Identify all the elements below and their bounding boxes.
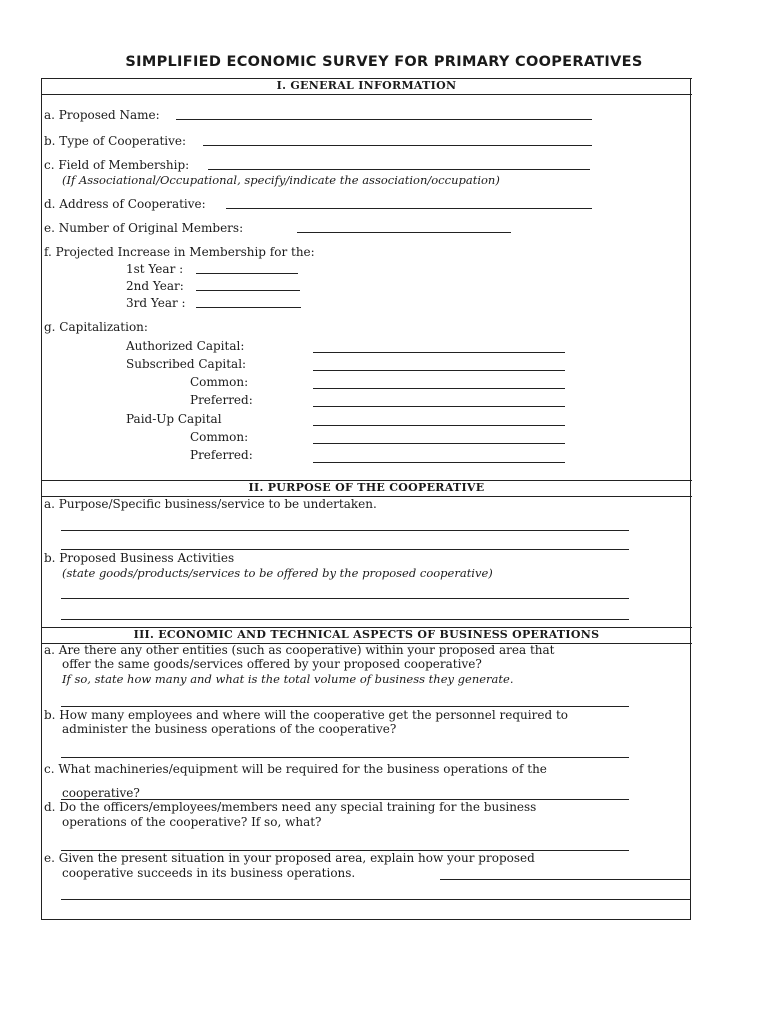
question-a-note: If so, state how many and what is the total volume of business they generate. [62, 672, 514, 686]
label-subscribed-preferred: Preferred: [190, 393, 253, 407]
question-c-line-2: cooperative? [62, 786, 140, 800]
answer-a-line[interactable] [61, 706, 629, 707]
label-address: d. Address of Cooperative: [44, 197, 206, 211]
question-b-line-2: administer the business operations of the cooperative? [62, 722, 397, 736]
question-d-line-1: d. Do the officers/employees/members need any special training for the business [44, 800, 537, 814]
section-economic-heading: III. ECONOMIC AND TECHNICAL ASPECTS OF BUSINESS OPERATIONS [41, 627, 692, 644]
question-c-line-1: c. What machineries/equipment will be required for the business operations of the [44, 762, 547, 776]
field-subscribed-common[interactable] [313, 388, 565, 389]
label-projected-increase: f. Projected Increase in Membership for the: [44, 245, 315, 259]
field-1st-year[interactable] [196, 273, 298, 274]
label-type-of-cooperative: b. Type of Cooperative: [44, 134, 187, 148]
label-1st-year: 1st Year : [126, 262, 184, 276]
section-purpose-heading: II. PURPOSE OF THE COOPERATIVE [41, 480, 692, 497]
label-purpose: a. Purpose/Specific business/service to be undertaken. [44, 497, 377, 511]
label-field-of-membership: c. Field of Membership: [44, 158, 190, 172]
label-capitalization: g. Capitalization: [44, 320, 148, 334]
field-paid-up-preferred[interactable] [313, 462, 565, 463]
label-paid-up-common: Common: [190, 430, 249, 444]
label-2nd-year: 2nd Year: [126, 279, 184, 293]
label-paid-up-capital: Paid-Up Capital [126, 412, 222, 426]
note-field-of-membership: (If Associational/Occupational, specify/indicate the association/occupation) [62, 173, 500, 187]
question-b-line-1: b. How many employees and where will the cooperative get the personnel required to [44, 708, 568, 722]
field-paid-up-capital[interactable] [313, 425, 565, 426]
question-a-line-2: offer the same goods/services offered by your proposed cooperative? [62, 657, 482, 671]
field-activities-line-2[interactable] [61, 619, 629, 620]
field-proposed-name[interactable] [176, 119, 592, 120]
answer-e-line-1[interactable] [440, 879, 690, 880]
field-subscribed-capital[interactable] [313, 370, 565, 371]
question-e-line-1: e. Given the present situation in your proposed area, explain how your proposed [44, 851, 535, 865]
field-3rd-year[interactable] [196, 307, 301, 308]
label-proposed-business-activities: b. Proposed Business Activities [44, 551, 235, 565]
question-e-line-2: cooperative succeeds in its business operations. [62, 866, 356, 880]
label-proposed-name: a. Proposed Name: [44, 108, 160, 122]
label-authorized-capital: Authorized Capital: [126, 339, 245, 353]
label-subscribed-common: Common: [190, 375, 249, 389]
question-a-line-1: a. Are there any other entities (such as cooperative) within your proposed area that [44, 643, 555, 657]
label-subscribed-capital: Subscribed Capital: [126, 357, 247, 371]
answer-e-line-2[interactable] [61, 899, 690, 900]
field-purpose-line-1[interactable] [61, 530, 629, 531]
field-type-of-cooperative[interactable] [203, 145, 592, 146]
answer-b-line[interactable] [61, 757, 629, 758]
section-general-heading: I. GENERAL INFORMATION [41, 78, 692, 95]
field-activities-line-1[interactable] [61, 598, 629, 599]
field-original-members[interactable] [297, 232, 511, 233]
field-purpose-line-2[interactable] [61, 549, 629, 550]
question-d-line-2: operations of the cooperative? If so, what? [62, 815, 322, 829]
field-paid-up-common[interactable] [313, 443, 565, 444]
field-membership[interactable] [208, 169, 590, 170]
label-paid-up-preferred: Preferred: [190, 448, 253, 462]
label-original-members: e. Number of Original Members: [44, 221, 244, 235]
field-address[interactable] [226, 208, 592, 209]
field-2nd-year[interactable] [196, 290, 300, 291]
label-3rd-year: 3rd Year : [126, 296, 186, 310]
field-subscribed-preferred[interactable] [313, 406, 565, 407]
document-title: SIMPLIFIED ECONOMIC SURVEY FOR PRIMARY COOPERATIVES [125, 54, 643, 70]
note-business-activities: (state goods/products/services to be offered by the proposed cooperative) [62, 566, 493, 580]
field-authorized-capital[interactable] [313, 352, 565, 353]
